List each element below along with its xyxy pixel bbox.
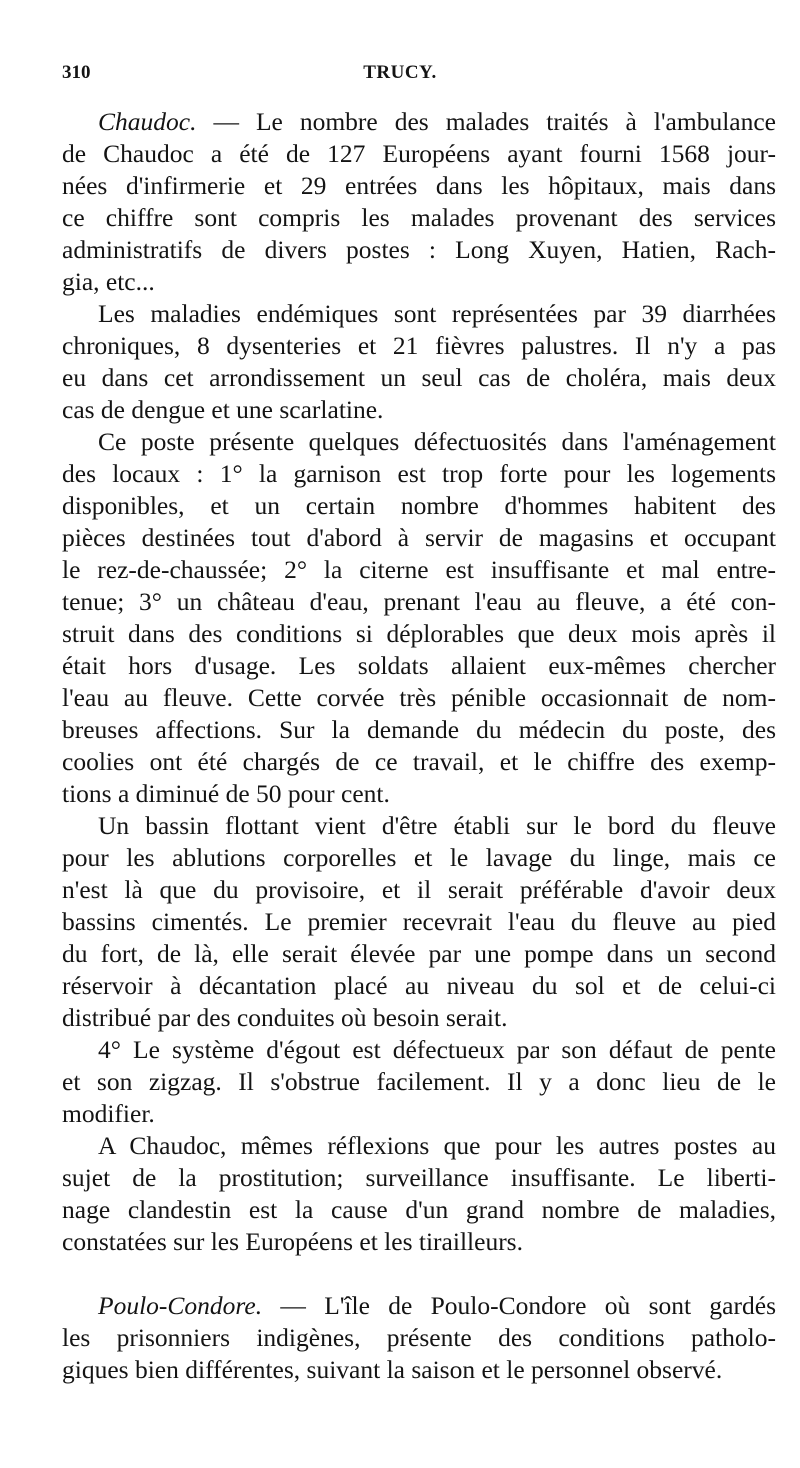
paragraph-egout xyxy=(62,1034,776,1130)
text-line: tenue; 3° un château d'eau, prenant l'eau au fleuve, a été con- xyxy=(62,587,776,616)
text-line: Ce poste présente quelques défectuosités dans l'aménagement xyxy=(98,427,776,456)
text-line: les prisonniers indigènes, présente des conditions patholo- xyxy=(62,1323,776,1352)
text-line: 4° Le système d'égout est défectueux par son défaut de pente xyxy=(98,1035,776,1064)
text-line: le rez-de-chaussée; 2° la citerne est insuffisante et mal entre- xyxy=(62,555,776,584)
text-line: disponibles, et un certain nombre d'hommes habitent des xyxy=(62,491,776,520)
paragraph-chaudoc xyxy=(62,106,776,298)
text-line: Chaudoc. — Le nombre des malades traités à l'ambulance xyxy=(98,107,776,136)
text-line: A Chaudoc, mêmes réflexions que pour les autres postes au xyxy=(98,1131,776,1160)
text-line: n'est là que du provisoire, et il serait préférable d'avoir deux xyxy=(62,875,776,904)
text-line: et son zigzag. Il s'obstrue facilement. Il y a donc lieu de le xyxy=(62,1067,776,1096)
section-gap xyxy=(62,1258,776,1290)
text-line: Poulo-Condore. — L'île de Poulo-Condore où sont gardés xyxy=(98,1291,776,1320)
text-line: bassins cimentés. Le premier recevrait l'eau du fleuve au pied xyxy=(62,907,776,936)
text-line: sujet de la prostitution; surveillance insuffisante. Le liberti- xyxy=(62,1163,776,1192)
text-line: réservoir à décantation placé au niveau du sol et de celui-ci xyxy=(62,971,776,1000)
page-number: 310 xyxy=(62,62,91,83)
text-line: des locaux : 1° la garnison est trop forte pour les logements xyxy=(62,459,776,488)
text-line: distribué par des conduites où besoin serait. xyxy=(62,1003,508,1032)
body-text xyxy=(62,106,776,1386)
text-line: l'eau au fleuve. Cette corvée très pénible occasionnait de nom- xyxy=(62,683,776,712)
text-line: modifier. xyxy=(62,1099,155,1128)
running-head: TRUCY. xyxy=(363,62,437,83)
text-line: gia, etc... xyxy=(62,267,155,296)
paragraph-bassin xyxy=(62,810,776,1034)
text-line: Un bassin flottant vient d'être établi sur le bord du fleuve xyxy=(98,811,776,840)
text-line: administratifs de divers postes : Long Xuyen, Hatien, Rach- xyxy=(62,235,776,264)
section-lead: Chaudoc. xyxy=(98,107,197,136)
text-line: constatées sur les Européens et les tirailleurs. xyxy=(62,1227,523,1256)
paragraph-poulo-condore xyxy=(62,1290,776,1386)
text-line: coolies ont été chargés de ce travail, et le chiffre des exemp- xyxy=(62,747,776,776)
text-line: pour les ablutions corporelles et le lavage du linge, mais ce xyxy=(62,843,776,872)
text-line: pièces destinées tout d'abord à servir de magasins et occupant xyxy=(62,523,776,552)
text-line: nage clandestin est la cause d'un grand nombre de maladies, xyxy=(62,1195,776,1224)
text-line: chroniques, 8 dysenteries et 21 fièvres palustres. Il n'y a pas xyxy=(62,331,776,360)
section-lead: Poulo-Condore. xyxy=(98,1291,263,1320)
paragraph-prostitution xyxy=(62,1130,776,1258)
text-line: cas de dengue et une scarlatine. xyxy=(62,395,384,424)
text-line: du fort, de là, elle serait élevée par une pompe dans un second xyxy=(62,939,776,968)
text-line: giques bien différentes, suivant la saison et le personnel observé. xyxy=(62,1355,723,1384)
text-line: tions a diminué de 50 pour cent. xyxy=(62,779,390,808)
text-line: ce chiffre sont compris les malades provenant des services xyxy=(62,203,776,232)
text-line: nées d'infirmerie et 29 entrées dans les hôpitaux, mais dans xyxy=(62,171,776,200)
text-line: eu dans cet arrondissement un seul cas de choléra, mais deux xyxy=(62,363,776,392)
paragraph-defectuosites xyxy=(62,426,776,810)
text-line: struit dans des conditions si déplorables que deux mois après il xyxy=(62,619,776,648)
text-line: était hors d'usage. Les soldats allaient eux-mêmes chercher xyxy=(62,651,776,680)
page-header xyxy=(62,62,738,92)
paragraph-maladies xyxy=(62,298,776,426)
text-line: Les maladies endémiques sont représentées par 39 diarrhées xyxy=(98,299,776,328)
text-line: de Chaudoc a été de 127 Européens ayant fourni 1568 jour- xyxy=(62,139,776,168)
text-line: breuses affections. Sur la demande du médecin du poste, des xyxy=(62,715,776,744)
